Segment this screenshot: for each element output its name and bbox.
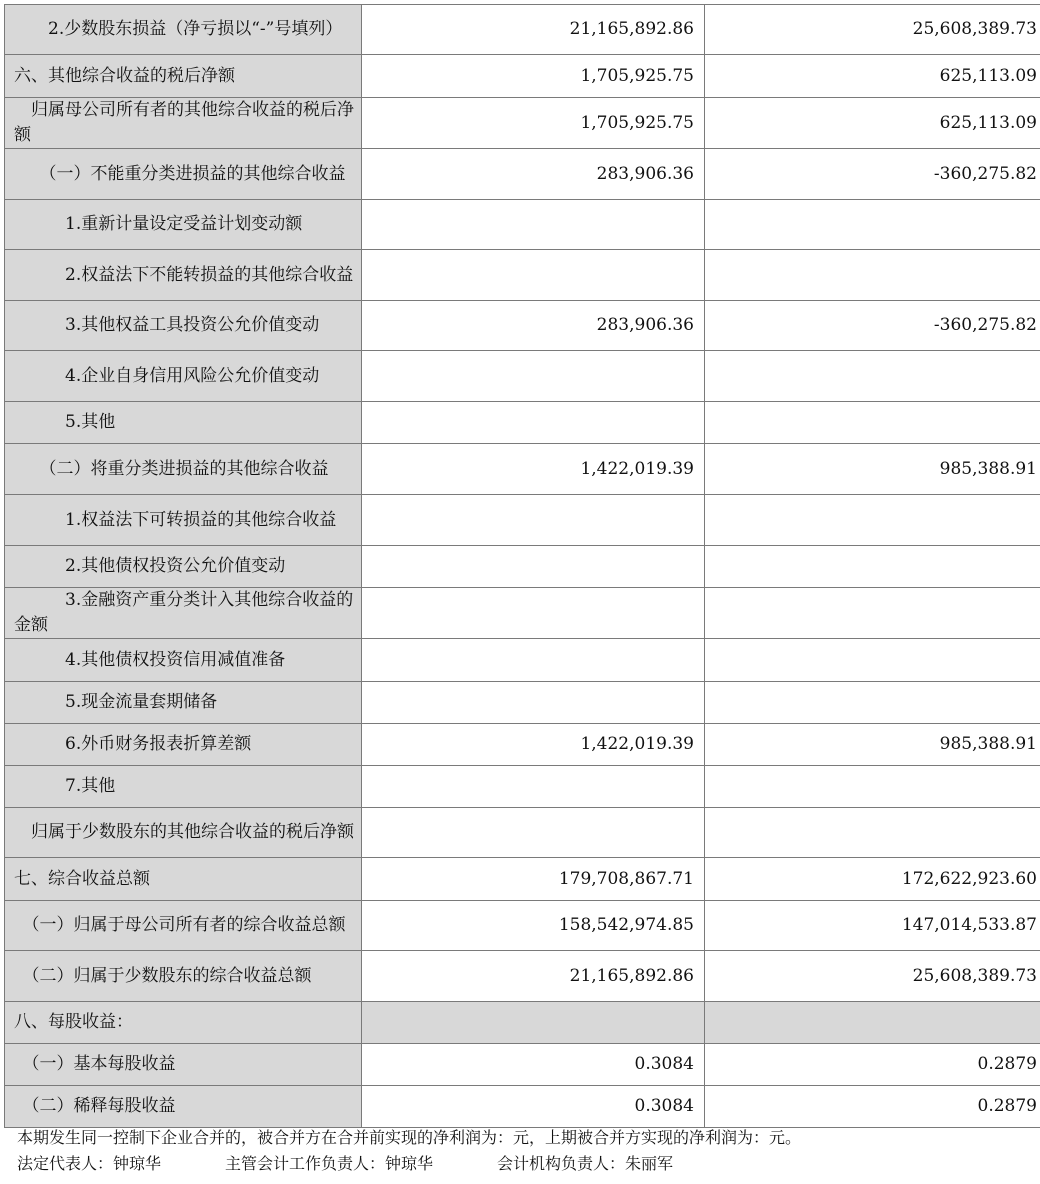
row-label: 归属母公司所有者的其他综合收益的税后净额 bbox=[5, 98, 362, 149]
table-row bbox=[5, 250, 1040, 301]
table-row bbox=[5, 55, 1040, 98]
prior-period-value bbox=[705, 1002, 1040, 1044]
row-label: （二）稀释每股收益 bbox=[5, 1086, 362, 1128]
table-row bbox=[5, 901, 1040, 951]
current-period-value bbox=[362, 682, 705, 724]
prior-period-value bbox=[705, 588, 1040, 639]
row-label: 6.外币财务报表折算差额 bbox=[5, 724, 362, 766]
row-label: 5.其他 bbox=[5, 402, 362, 444]
current-period-value bbox=[362, 1002, 705, 1044]
table-row bbox=[5, 588, 1040, 639]
current-period-value: 0.3084 bbox=[362, 1086, 705, 1128]
prior-period-value bbox=[705, 351, 1040, 402]
table-row bbox=[5, 858, 1040, 901]
current-period-value bbox=[362, 351, 705, 402]
row-label: （二）将重分类进损益的其他综合收益 bbox=[5, 444, 362, 495]
table-row bbox=[5, 200, 1040, 250]
prior-period-value bbox=[705, 639, 1040, 682]
table-row bbox=[5, 301, 1040, 351]
current-period-value: 1,422,019.39 bbox=[362, 724, 705, 766]
table-row bbox=[5, 1086, 1040, 1128]
row-label: 4.其他债权投资信用减值准备 bbox=[5, 639, 362, 682]
current-period-value bbox=[362, 250, 705, 301]
current-period-value: 1,422,019.39 bbox=[362, 444, 705, 495]
current-period-value: 1,705,925.75 bbox=[362, 55, 705, 98]
table-row bbox=[5, 402, 1040, 444]
income-statement-table bbox=[4, 4, 1040, 1128]
table-row bbox=[5, 351, 1040, 402]
row-label: 六、其他综合收益的税后净额 bbox=[5, 55, 362, 98]
table-row bbox=[5, 5, 1040, 55]
current-period-value bbox=[362, 808, 705, 858]
row-label: 5.现金流量套期储备 bbox=[5, 682, 362, 724]
table-row bbox=[5, 444, 1040, 495]
row-label: 1.重新计量设定受益计划变动额 bbox=[5, 200, 362, 250]
prior-period-value: 0.2879 bbox=[705, 1086, 1040, 1128]
current-period-value bbox=[362, 639, 705, 682]
prior-period-value: -360,275.82 bbox=[705, 149, 1040, 200]
current-period-value: 179,708,867.71 bbox=[362, 858, 705, 901]
table-row bbox=[5, 682, 1040, 724]
table-row bbox=[5, 951, 1040, 1002]
table-row bbox=[5, 495, 1040, 546]
prior-period-value bbox=[705, 495, 1040, 546]
row-label: 七、综合收益总额 bbox=[5, 858, 362, 901]
row-label: 3.金融资产重分类计入其他综合收益的金额 bbox=[5, 588, 362, 639]
prior-period-value bbox=[705, 546, 1040, 588]
row-label: （一）基本每股收益 bbox=[5, 1044, 362, 1086]
row-label: （二）归属于少数股东的综合收益总额 bbox=[5, 951, 362, 1002]
row-label: 2.少数股东损益（净亏损以“-”号填列） bbox=[5, 5, 362, 55]
current-period-value bbox=[362, 200, 705, 250]
prior-period-value: 25,608,389.73 bbox=[705, 5, 1040, 55]
row-label: 4.企业自身信用风险公允价值变动 bbox=[5, 351, 362, 402]
prior-period-value: 147,014,533.87 bbox=[705, 901, 1040, 951]
prior-period-value: 25,608,389.73 bbox=[705, 951, 1040, 1002]
current-period-value: 158,542,974.85 bbox=[362, 901, 705, 951]
table-row bbox=[5, 808, 1040, 858]
table-row bbox=[5, 766, 1040, 808]
row-label: 归属于少数股东的其他综合收益的税后净额 bbox=[5, 808, 362, 858]
row-label: （一）归属于母公司所有者的综合收益总额 bbox=[5, 901, 362, 951]
row-label: 7.其他 bbox=[5, 766, 362, 808]
table-row bbox=[5, 98, 1040, 149]
prior-period-value bbox=[705, 808, 1040, 858]
prior-period-value: 985,388.91 bbox=[705, 724, 1040, 766]
prior-period-value: 172,622,923.60 bbox=[705, 858, 1040, 901]
current-period-value bbox=[362, 402, 705, 444]
current-period-value bbox=[362, 588, 705, 639]
prior-period-value: 0.2879 bbox=[705, 1044, 1040, 1086]
prior-period-value bbox=[705, 682, 1040, 724]
current-period-value: 1,705,925.75 bbox=[362, 98, 705, 149]
table-row bbox=[5, 149, 1040, 200]
table-row bbox=[5, 724, 1040, 766]
row-label: 3.其他权益工具投资公允价值变动 bbox=[5, 301, 362, 351]
prior-period-value bbox=[705, 402, 1040, 444]
current-period-value bbox=[362, 766, 705, 808]
table-row bbox=[5, 1002, 1040, 1044]
current-period-value: 0.3084 bbox=[362, 1044, 705, 1086]
row-label: 2.权益法下不能转损益的其他综合收益 bbox=[5, 250, 362, 301]
current-period-value: 283,906.36 bbox=[362, 149, 705, 200]
prior-period-value bbox=[705, 250, 1040, 301]
table-row bbox=[5, 639, 1040, 682]
prior-period-value bbox=[705, 200, 1040, 250]
prior-period-value: 625,113.09 bbox=[705, 98, 1040, 149]
row-label: （一）不能重分类进损益的其他综合收益 bbox=[5, 149, 362, 200]
row-label: 八、每股收益： bbox=[5, 1002, 362, 1044]
signature-line: 法定代表人：钟琼华 主管会计工作负责人：钟琼华 会计机构负责人：朱丽军 bbox=[17, 1154, 674, 1173]
prior-period-value: 625,113.09 bbox=[705, 55, 1040, 98]
current-period-value: 21,165,892.86 bbox=[362, 5, 705, 55]
current-period-value bbox=[362, 546, 705, 588]
row-label: 1.权益法下可转损益的其他综合收益 bbox=[5, 495, 362, 546]
merge-profit-note: 本期发生同一控制下企业合并的，被合并方在合并前实现的净利润为：元，上期被合并方实现的净利润为：元。 bbox=[17, 1128, 802, 1147]
prior-period-value: -360,275.82 bbox=[705, 301, 1040, 351]
table-row bbox=[5, 546, 1040, 588]
prior-period-value: 985,388.91 bbox=[705, 444, 1040, 495]
current-period-value bbox=[362, 495, 705, 546]
row-label: 2.其他债权投资公允价值变动 bbox=[5, 546, 362, 588]
current-period-value: 21,165,892.86 bbox=[362, 951, 705, 1002]
table-row bbox=[5, 1044, 1040, 1086]
current-period-value: 283,906.36 bbox=[362, 301, 705, 351]
prior-period-value bbox=[705, 766, 1040, 808]
